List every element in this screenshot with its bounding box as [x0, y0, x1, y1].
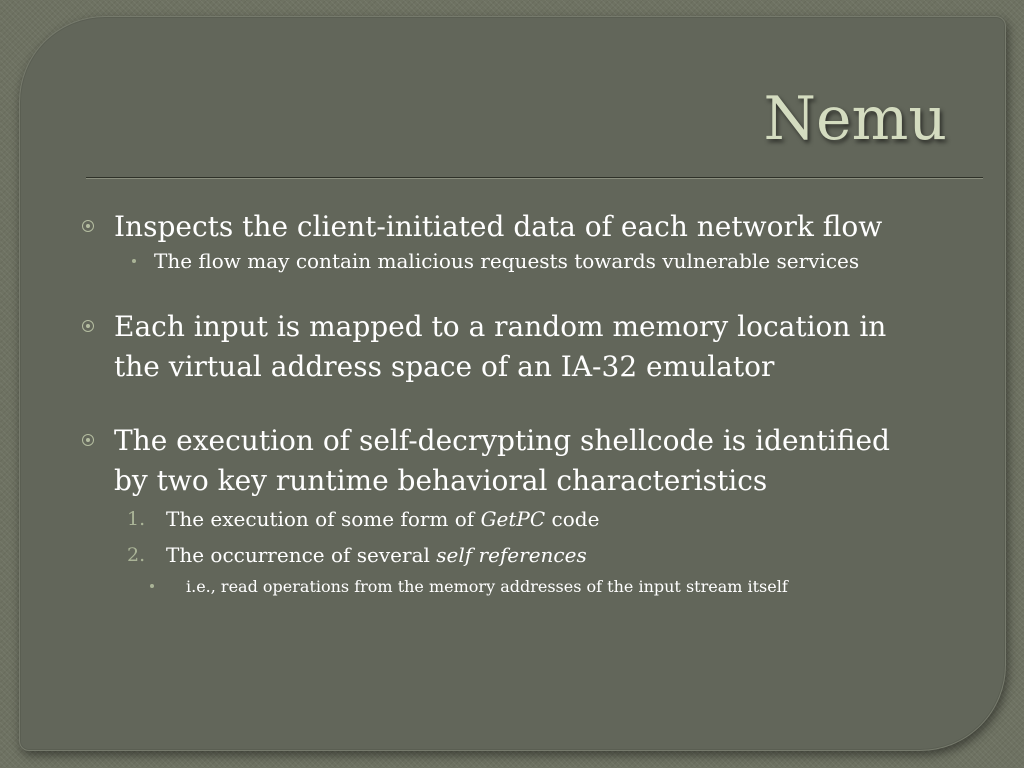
circle-bullet-icon [82, 434, 94, 446]
slide-title: Nemu [763, 84, 947, 154]
third-level-bullet [82, 573, 992, 601]
item-text-plain-after: code [545, 507, 600, 531]
bullet-text: Inspects the client-initiated data of each network flow [114, 210, 883, 243]
bullet-point-2 [82, 307, 992, 387]
bullet-text-line-2: the virtual address space of an IA-32 emulator [114, 350, 775, 383]
bullet-point-1 [82, 207, 992, 247]
dot-bullet-icon [150, 584, 154, 588]
spacer [82, 275, 992, 307]
slide-panel [19, 16, 1006, 751]
numbered-item-1 [82, 501, 992, 537]
numbered-item-2 [82, 537, 992, 573]
bullet-text-line-2: by two key runtime behavioral characteristics [114, 464, 768, 497]
third-level-text: i.e., read operations from the memory addresses of the input stream itself [186, 577, 788, 596]
item-text-italic: self references [436, 543, 587, 567]
item-text-plain: The occurrence of several [166, 543, 437, 567]
spacer [82, 387, 992, 421]
item-text-italic: GetPC [480, 507, 546, 531]
dot-bullet-icon [132, 259, 136, 263]
title-divider [86, 177, 983, 178]
bullet-point-3 [82, 421, 992, 501]
circle-bullet-icon [82, 220, 94, 232]
slide-content [82, 207, 992, 601]
bullet-text-line-1: The execution of self-decrypting shellcode is identified [114, 424, 890, 457]
circle-bullet-icon [82, 320, 94, 332]
bullet-text-line-1: Each input is mapped to a random memory location in [114, 310, 887, 343]
item-number: 2. [127, 544, 146, 566]
item-number: 1. [127, 508, 146, 530]
sub-bullet-text: The flow may contain malicious requests towards vulnerable services [154, 249, 860, 273]
item-text-plain: The execution of some form of [166, 507, 481, 531]
sub-bullet [82, 247, 992, 275]
